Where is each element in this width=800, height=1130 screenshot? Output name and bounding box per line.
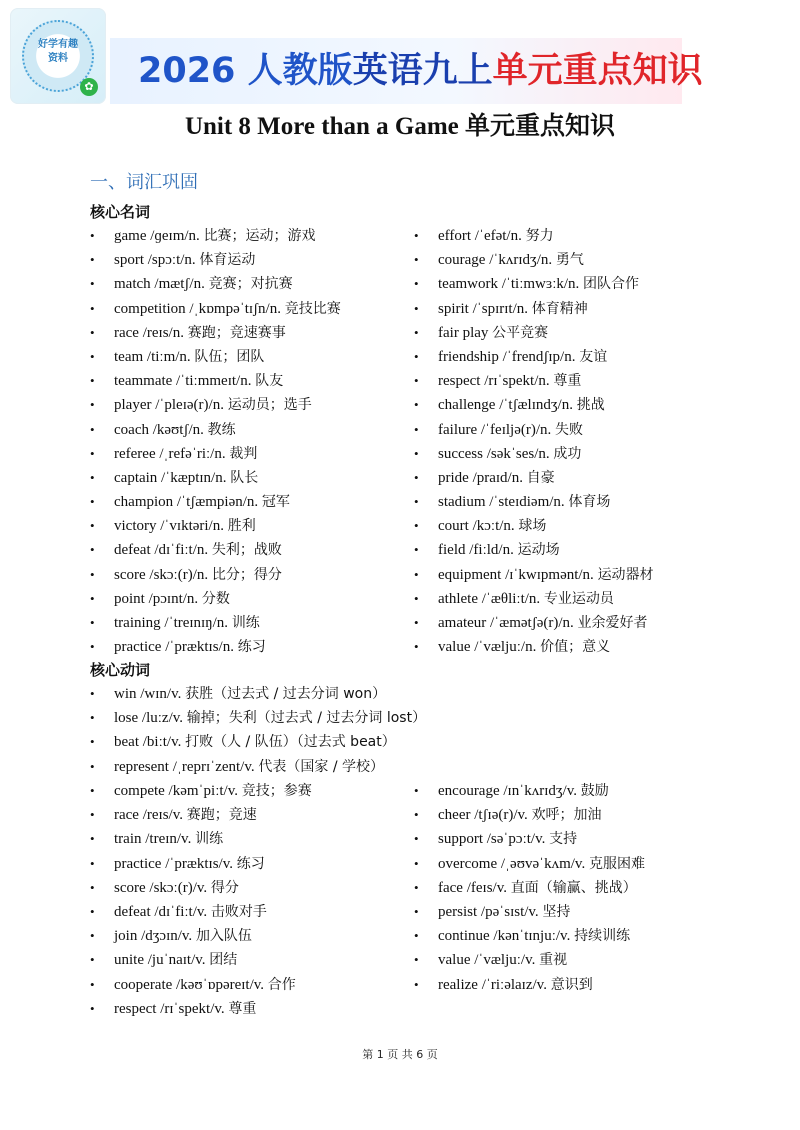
vocab-item (90, 706, 426, 730)
vocab-item (90, 973, 312, 997)
vocab-item (90, 490, 341, 514)
brand-logo (10, 8, 106, 104)
vocab-item (90, 224, 341, 248)
subheading-nouns: 核心名词 (90, 203, 151, 221)
vocab-term: realize /ˈriːəlaɪz/v. (438, 976, 547, 993)
vocab-item (90, 611, 341, 635)
vocab-term: match /mætʃ/n. (114, 276, 205, 293)
vocab-term: captain /ˈkæptɪn/n. (114, 469, 227, 486)
vocab-meaning: 代表（国家 / 学校） (258, 758, 384, 775)
vocab-item (414, 973, 645, 997)
vocab-term: score /skɔː(r)/n. (114, 566, 209, 583)
vocab-term: coach /kəʊtʃ/n. (114, 421, 204, 438)
vocab-meaning: 运动场 (517, 542, 560, 559)
vocab-item (90, 393, 341, 417)
vocab-item (414, 900, 645, 924)
vocab-meaning: 克服困难 (588, 855, 645, 872)
vocab-item (90, 730, 426, 754)
vocab-item (90, 924, 312, 948)
vocab-item (90, 900, 312, 924)
vocab-term: pride /praɪd/n. (438, 469, 523, 486)
verbs-list-right (414, 779, 645, 997)
vocab-meaning: 赛跑；竞速赛事 (187, 324, 286, 341)
vocab-meaning: 重视 (539, 952, 568, 969)
vocab-term: train /treɪn/v. (114, 831, 192, 848)
vocab-meaning: 队长 (230, 469, 259, 486)
vocab-meaning: 直面（输赢、挑战） (510, 879, 637, 896)
vocab-item (414, 248, 654, 272)
vocab-meaning: 体育运动 (199, 252, 256, 269)
vocab-term: respect /rɪˈspekt/n. (438, 373, 550, 390)
banner-part-edition: 2026 人教版 (138, 51, 353, 91)
vocab-item (90, 563, 341, 587)
vocab-term: practice /ˈpræktɪs/n. (114, 639, 234, 656)
verbs-list-full (90, 682, 426, 779)
vocab-item (414, 587, 654, 611)
vocab-term: team /tiːm/n. (114, 348, 191, 365)
vocab-meaning: 赛跑；竞速 (186, 807, 257, 824)
vocab-meaning: 竞技比赛 (284, 300, 341, 317)
vocab-term: victory /ˈvɪktəri/n. (114, 518, 224, 535)
vocab-meaning: 竞技；参赛 (241, 783, 312, 799)
vocab-item (90, 466, 341, 490)
vocab-meaning: 运动员；选手 (227, 397, 312, 414)
vocab-item (90, 803, 312, 827)
vocab-meaning: 教练 (207, 421, 236, 438)
vocab-item (414, 514, 654, 538)
vocab-term: teammate /ˈtiːmmeɪt/n. (114, 373, 252, 390)
document-title: Unit 8 More than a Game 单元重点知识 (184, 113, 616, 140)
vocab-term: point /pɔɪnt/n. (114, 590, 199, 607)
vocab-meaning: 意识到 (550, 976, 593, 993)
vocab-term: training /ˈtreɪnɪŋ/n. (114, 615, 229, 631)
vocab-item (90, 538, 341, 562)
vocab-meaning: 努力 (525, 228, 554, 244)
vocab-term: beat /biːt/v. (114, 734, 182, 751)
vocab-meaning: 团队合作 (583, 276, 640, 293)
vocab-term: referee /ˌrefəˈriː/n. (114, 445, 226, 462)
vocab-item (414, 224, 654, 248)
vocab-term: practice /ˈpræktɪs/v. (114, 855, 233, 872)
vocab-term: encourage /ɪnˈkʌrɪdʒ/v. (438, 783, 577, 799)
vocab-meaning: 击败对手 (210, 903, 267, 920)
vocab-item (90, 272, 341, 296)
vocab-term: represent /ˌreprɪˈzent/v. (114, 758, 255, 775)
vocab-term: failure /ˈfeɪljə(r)/n. (438, 421, 552, 438)
vocab-term: win /wɪn/v. (114, 686, 182, 702)
vocab-meaning: 分数 (201, 590, 230, 607)
vocab-term: effort /ˈefət/n. (438, 228, 522, 244)
vocab-item (414, 345, 654, 369)
vocab-term: unite /juˈnaɪt/v. (114, 952, 206, 969)
vocab-meaning: 欢呼；加油 (531, 807, 602, 824)
vocab-term: spirit /ˈspɪrɪt/n. (438, 300, 528, 317)
vocab-meaning: 持续训练 (574, 928, 631, 945)
vocab-term: cooperate /kəʊˈɒpəreɪt/v. (114, 976, 265, 993)
vocab-meaning: 支持 (549, 831, 578, 848)
vocab-meaning: 训练 (231, 615, 260, 631)
vocab-item (90, 369, 341, 393)
vocab-item (90, 948, 312, 972)
vocab-meaning: 打败（人 / 队伍）（过去式 beat） (185, 734, 396, 751)
vocab-item (414, 563, 654, 587)
vocab-item (90, 997, 312, 1021)
header-banner (10, 8, 703, 104)
vocab-meaning: 冠军 (261, 494, 290, 511)
vocab-meaning: 比分；得分 (211, 566, 282, 583)
vocab-item (414, 297, 654, 321)
vocab-term: field /fiːld/n. (438, 542, 514, 559)
vocab-meaning: 业余爱好者 (577, 615, 648, 631)
vocab-term: amateur /ˈæmətʃə(r)/n. (438, 615, 574, 631)
vocab-term: friendship /ˈfrendʃɪp/n. (438, 348, 576, 365)
logo-text: 好学有趣资料 (38, 39, 78, 64)
banner-title (138, 48, 703, 94)
vocab-item (414, 852, 645, 876)
vocab-term: success /səkˈses/n. (438, 445, 550, 462)
title-banner (110, 38, 703, 104)
vocab-term: compete /kəmˈpiːt/v. (114, 783, 238, 799)
vocab-item (414, 803, 645, 827)
vocab-term: value /ˈvæljuː/n. (438, 639, 537, 656)
vocab-item (90, 852, 312, 876)
vocab-item (414, 466, 654, 490)
vocab-term: lose /luːz/v. (114, 710, 184, 727)
vocab-meaning: 失败 (555, 421, 584, 438)
vocab-item (90, 779, 312, 803)
vocab-item (90, 827, 312, 851)
vocab-meaning: 自豪 (526, 469, 555, 486)
vocab-term: persist /pəˈsɪst/v. (438, 903, 539, 920)
vocab-meaning: 体育精神 (531, 300, 588, 317)
vocab-term: defeat /dɪˈfiːt/n. (114, 542, 209, 559)
vocab-item (90, 755, 426, 779)
vocab-meaning: 得分 (210, 879, 239, 896)
vocab-meaning: 队友 (255, 373, 284, 390)
vocab-meaning: 输掉；失利（过去式 / 过去分词 lost） (186, 710, 427, 727)
nouns-list-right (414, 224, 654, 659)
vocab-term: overcome /ˌəʊvəˈkʌm/v. (438, 855, 586, 872)
vocab-meaning: 成功 (553, 445, 582, 462)
vocab-term: fair play (438, 324, 489, 341)
vocab-item (414, 490, 654, 514)
vocab-term: teamwork /ˈtiːmwɜːk/n. (438, 276, 580, 293)
vocab-term: challenge /ˈtʃælɪndʒ/n. (438, 397, 573, 414)
vocab-term: game /ɡeɪm/n. (114, 228, 200, 244)
vocab-term: player /ˈpleɪə(r)/n. (114, 397, 224, 414)
vocab-item (90, 345, 341, 369)
vocab-term: competition /ˌkɒmpəˈtɪʃn/n. (114, 300, 281, 317)
vocab-item (90, 418, 341, 442)
vocab-term: join /dʒɔɪn/v. (114, 928, 193, 945)
vocab-item (90, 587, 341, 611)
vocab-meaning: 竞赛；对抗赛 (208, 276, 293, 293)
vocab-item (414, 418, 654, 442)
banner-part-topic: 单元重点知识 (492, 51, 703, 91)
vocab-term: face /feɪs/v. (438, 879, 507, 896)
vocab-term: champion /ˈtʃæmpiən/n. (114, 494, 259, 511)
vocab-meaning: 失利；战败 (211, 542, 282, 559)
vocab-item (414, 321, 654, 345)
vocab-meaning: 坚持 (542, 903, 571, 920)
vocab-term: continue /kənˈtɪnjuː/v. (438, 928, 571, 945)
vocab-meaning: 获胜（过去式 / 过去分词 won） (185, 686, 387, 702)
vocab-item (90, 442, 341, 466)
vocab-item (414, 876, 645, 900)
vocab-term: stadium /ˈsteɪdiəm/n. (438, 494, 565, 511)
vocab-meaning: 尊重 (228, 1000, 257, 1017)
vocab-meaning: 尊重 (553, 373, 582, 390)
vocab-term: score /skɔː(r)/v. (114, 879, 208, 896)
vocab-item (90, 248, 341, 272)
vocab-meaning: 运动器材 (597, 566, 654, 583)
vocab-term: cheer /tʃɪə(r)/v. (438, 807, 528, 824)
subheading-verbs: 核心动词 (90, 661, 151, 679)
vocab-meaning: 球场 (518, 518, 547, 535)
vocab-meaning: 比赛；运动；游戏 (203, 228, 316, 244)
vocab-meaning: 勇气 (555, 252, 584, 269)
vocab-item (414, 611, 654, 635)
vocab-term: equipment /ɪˈkwɪpmənt/n. (438, 566, 594, 583)
vocab-meaning: 鼓励 (580, 783, 609, 799)
vocab-meaning: 专业运动员 (543, 590, 614, 607)
vocab-term: court /kɔːt/n. (438, 518, 515, 535)
vocab-meaning: 价值；意义 (540, 639, 611, 656)
vocab-meaning: 加入队伍 (195, 928, 252, 945)
vocab-term: athlete /ˈæθliːt/n. (438, 590, 541, 607)
vocab-meaning: 友谊 (579, 348, 608, 365)
banner-part-subject: 英语九上 (352, 51, 493, 91)
vocab-item (414, 779, 645, 803)
vocab-meaning: 队伍；团队 (194, 348, 265, 365)
vocab-meaning: 团结 (209, 952, 238, 969)
vocab-item (414, 272, 654, 296)
section-heading-vocabulary: 一、词汇巩固 (90, 172, 198, 193)
vocab-term: defeat /dɪˈfiːt/v. (114, 903, 208, 920)
vocab-term: sport /spɔːt/n. (114, 252, 196, 269)
vocab-item (414, 827, 645, 851)
vocab-term: value /ˈvæljuː/v. (438, 952, 536, 969)
vocab-item (90, 876, 312, 900)
vocab-meaning: 胜利 (227, 518, 256, 535)
vocab-item (90, 321, 341, 345)
vocab-term: support /səˈpɔːt/v. (438, 831, 546, 848)
vocab-term: race /reɪs/v. (114, 807, 183, 824)
vocab-term: respect /rɪˈspekt/v. (114, 1000, 225, 1017)
vocab-item (414, 538, 654, 562)
vocab-meaning: 练习 (236, 855, 265, 872)
vocab-meaning: 挑战 (576, 397, 605, 414)
nouns-list-left (90, 224, 341, 659)
vocab-item (414, 635, 654, 659)
vocab-meaning: 合作 (267, 976, 296, 993)
vocab-item (414, 442, 654, 466)
vocab-item (90, 682, 426, 706)
vocab-item (414, 948, 645, 972)
vocab-term: courage /ˈkʌrɪdʒ/n. (438, 252, 553, 269)
vocab-item (90, 514, 341, 538)
page-footer: 第 1 页 共 6 页 (362, 1048, 438, 1061)
vocab-meaning: 体育场 (568, 494, 611, 511)
vocab-item (414, 393, 654, 417)
vocab-item (90, 297, 341, 321)
vocab-item (414, 369, 654, 393)
vocab-meaning: 公平竞赛 (492, 324, 549, 341)
vocab-term: race /reɪs/n. (114, 324, 184, 341)
vocab-item (414, 924, 645, 948)
verbs-list-left (90, 779, 312, 1021)
vocab-item (90, 635, 341, 659)
vocab-meaning: 训练 (195, 831, 224, 848)
vocab-meaning: 练习 (237, 639, 266, 656)
vocab-meaning: 裁判 (229, 445, 258, 462)
mini-program-icon: ✿ (80, 78, 98, 96)
